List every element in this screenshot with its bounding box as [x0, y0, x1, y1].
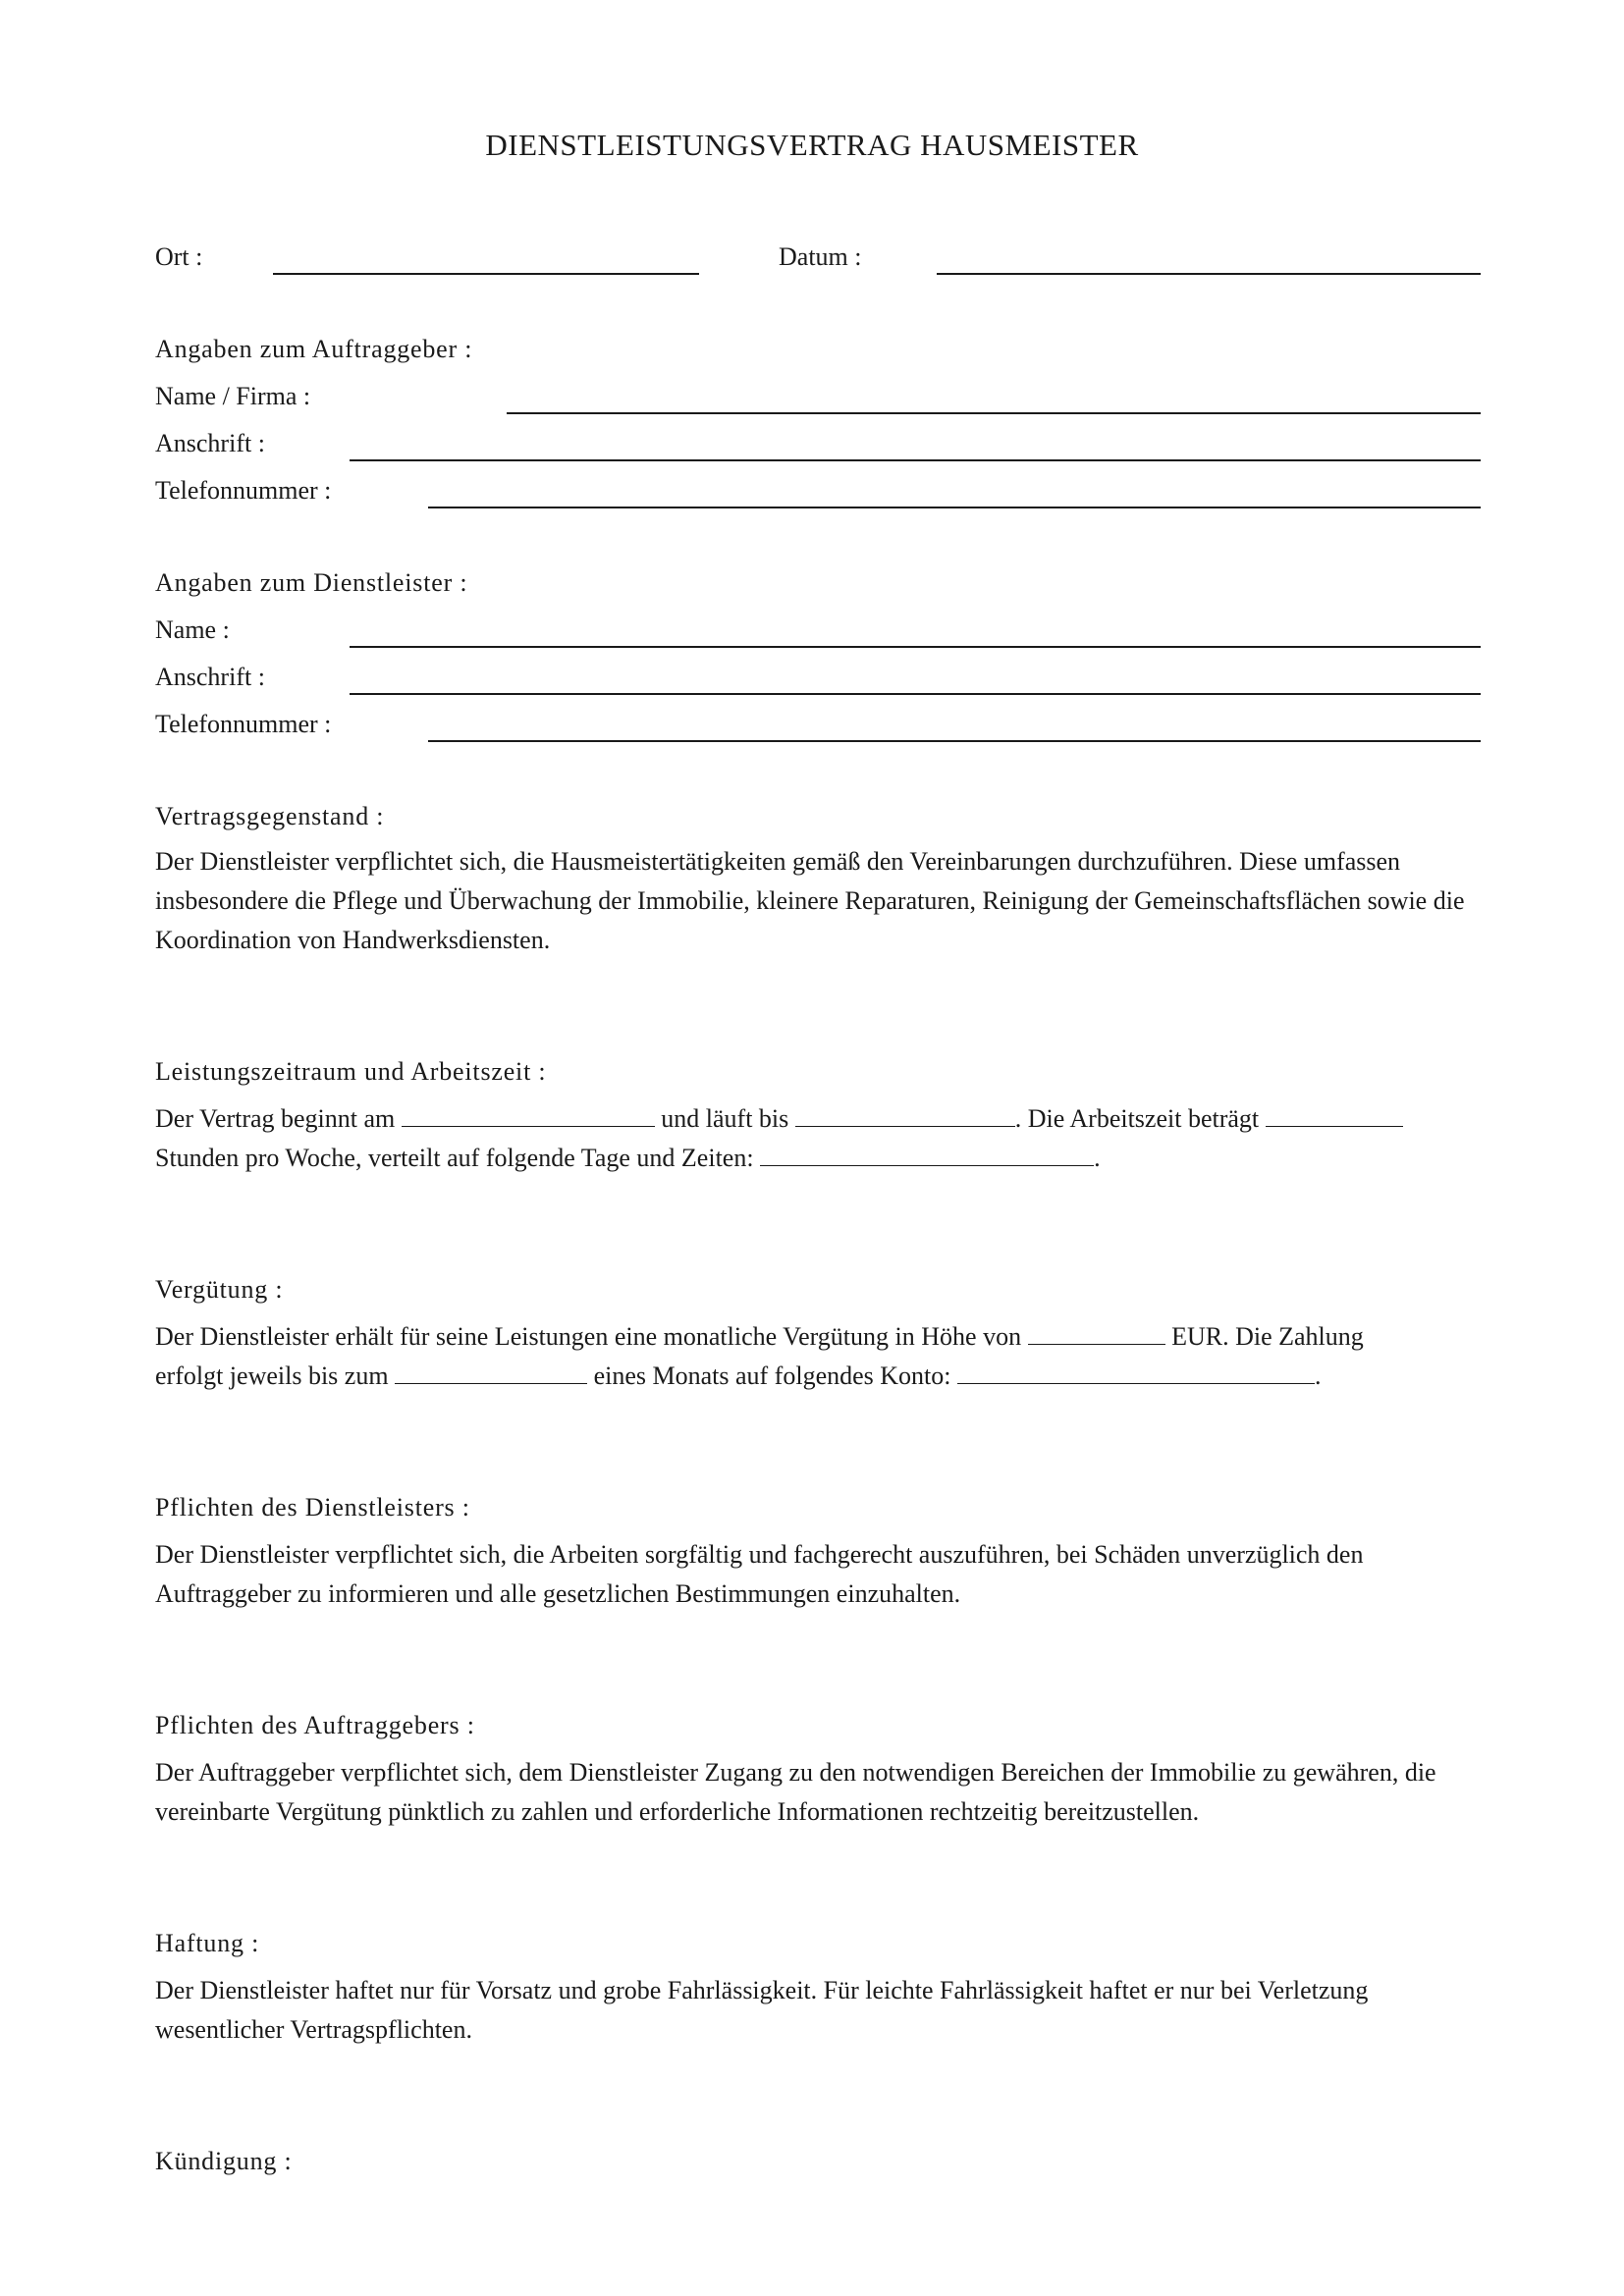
verguetung-text-4: eines Monats auf folgendes Konto:	[587, 1362, 957, 1390]
leistungszeitraum-heading: Leistungszeitraum und Arbeitszeit :	[155, 1057, 547, 1086]
ort-label: Ort :	[155, 242, 203, 271]
leistungszeitraum-text-3: . Die Arbeitszeit beträgt	[1014, 1104, 1266, 1133]
zahlungstag-field[interactable]	[395, 1360, 587, 1384]
dienstleister-anschrift-field[interactable]	[350, 693, 1481, 695]
auftraggeber-name-row	[155, 375, 1481, 422]
pflichten-auftraggeber-heading: Pflichten des Auftraggebers :	[155, 1711, 475, 1739]
vertragsgegenstand-text: Der Dienstleister verpflichtet sich, die Hausmeistertätigkeiten gemäß den Vereinbarungen durchzuführen. Diese umfassen insbesondere die Pflege und Überwachung der Immobilie, kleinere Reparaturen, Reinigung der Gemeinschaftsflächen sowie die Koordination von Handwerksdiensten.	[155, 847, 1465, 954]
dienstleister-telefon-row	[155, 703, 1481, 750]
leistungszeitraum-text	[155, 1099, 1490, 1178]
leistungszeitraum-text-1: Der Vertrag beginnt am	[155, 1104, 402, 1133]
dienstleister-anschrift-row	[155, 656, 1481, 703]
auftraggeber-telefon-label: Telefonnummer :	[155, 476, 332, 505]
datum-field[interactable]	[937, 273, 1481, 275]
pflichten-dienstleister-heading: Pflichten des Dienstleisters :	[155, 1493, 470, 1522]
dienstleister-heading: Angaben zum Dienstleister :	[155, 568, 468, 597]
dienstleister-telefon-label: Telefonnummer :	[155, 710, 332, 738]
verguetung-text-2: EUR. Die Zahlung	[1164, 1322, 1364, 1351]
auftraggeber-telefon-field[interactable]	[428, 507, 1481, 508]
auftraggeber-name-field[interactable]	[507, 412, 1481, 414]
dienstleister-name-label: Name :	[155, 615, 230, 644]
haftung-text: Der Dienstleister haftet nur für Vorsatz und grobe Fahrlässigkeit. Für leichte Fahrlässigkeit haftet er nur bei Verletzung wesentlicher Vertragspflichten.	[155, 1976, 1369, 2044]
auftraggeber-anschrift-label: Anschrift :	[155, 429, 265, 457]
haftung-heading: Haftung :	[155, 1929, 260, 1957]
auftraggeber-name-label: Name / Firma :	[155, 382, 311, 410]
kuendigung-heading: Kündigung :	[155, 2147, 293, 2175]
dienstleister-name-row	[155, 609, 1481, 656]
vertragsgegenstand-heading: Vertragsgegenstand :	[155, 802, 385, 830]
document-title: DIENSTLEISTUNGSVERTRAG HAUSMEISTER	[485, 128, 1139, 162]
leistungszeitraum-text-2: und läuft bis	[654, 1104, 795, 1133]
vertragsende-field[interactable]	[795, 1102, 1015, 1127]
verguetung-text	[155, 1317, 1490, 1396]
dienstleister-anschrift-label: Anschrift :	[155, 663, 265, 691]
auftraggeber-anschrift-field[interactable]	[350, 459, 1481, 461]
auftraggeber-telefon-row	[155, 469, 1481, 516]
verguetung-betrag-field[interactable]	[1028, 1320, 1165, 1345]
datum-label: Datum :	[779, 242, 862, 271]
auftraggeber-heading: Angaben zum Auftraggeber :	[155, 335, 473, 363]
auftraggeber-anschrift-row	[155, 422, 1481, 469]
dienstleister-name-field[interactable]	[350, 646, 1481, 648]
vertragsbeginn-field[interactable]	[402, 1102, 655, 1127]
verguetung-text-1: Der Dienstleister erhält für seine Leistungen eine monatliche Vergütung in Höhe von	[155, 1322, 1028, 1351]
pflichten-dienstleister-text: Der Dienstleister verpflichtet sich, die Arbeiten sorgfältig und fachgerecht auszuführen, bei Schäden unverzüglich den Auftraggeber zu informieren und alle gesetzlichen Bestimmungen einzuhalten.	[155, 1540, 1364, 1608]
verguetung-text-5: .	[1315, 1362, 1322, 1390]
ort-field[interactable]	[273, 273, 699, 275]
arbeitszeit-stunden-field[interactable]	[1266, 1102, 1403, 1127]
konto-field[interactable]	[957, 1360, 1315, 1384]
dienstleister-telefon-field[interactable]	[428, 740, 1481, 742]
tage-zeiten-field[interactable]	[760, 1142, 1094, 1166]
pflichten-auftraggeber-text: Der Auftraggeber verpflichtet sich, dem Dienstleister Zugang zu den notwendigen Bereichen der Immobilie zu gewähren, die vereinbarte Vergütung pünktlich zu zahlen und erforderliche Informationen rechtzeitig bereitzustellen.	[155, 1758, 1436, 1826]
leistungszeitraum-text-4: Stunden pro Woche, verteilt auf folgende Tage und Zeiten:	[155, 1144, 761, 1172]
leistungszeitraum-text-5: .	[1094, 1144, 1101, 1172]
verguetung-heading: Vergütung :	[155, 1275, 284, 1304]
ort-datum-row	[155, 236, 1481, 283]
verguetung-text-3: erfolgt jeweils bis zum	[155, 1362, 396, 1390]
